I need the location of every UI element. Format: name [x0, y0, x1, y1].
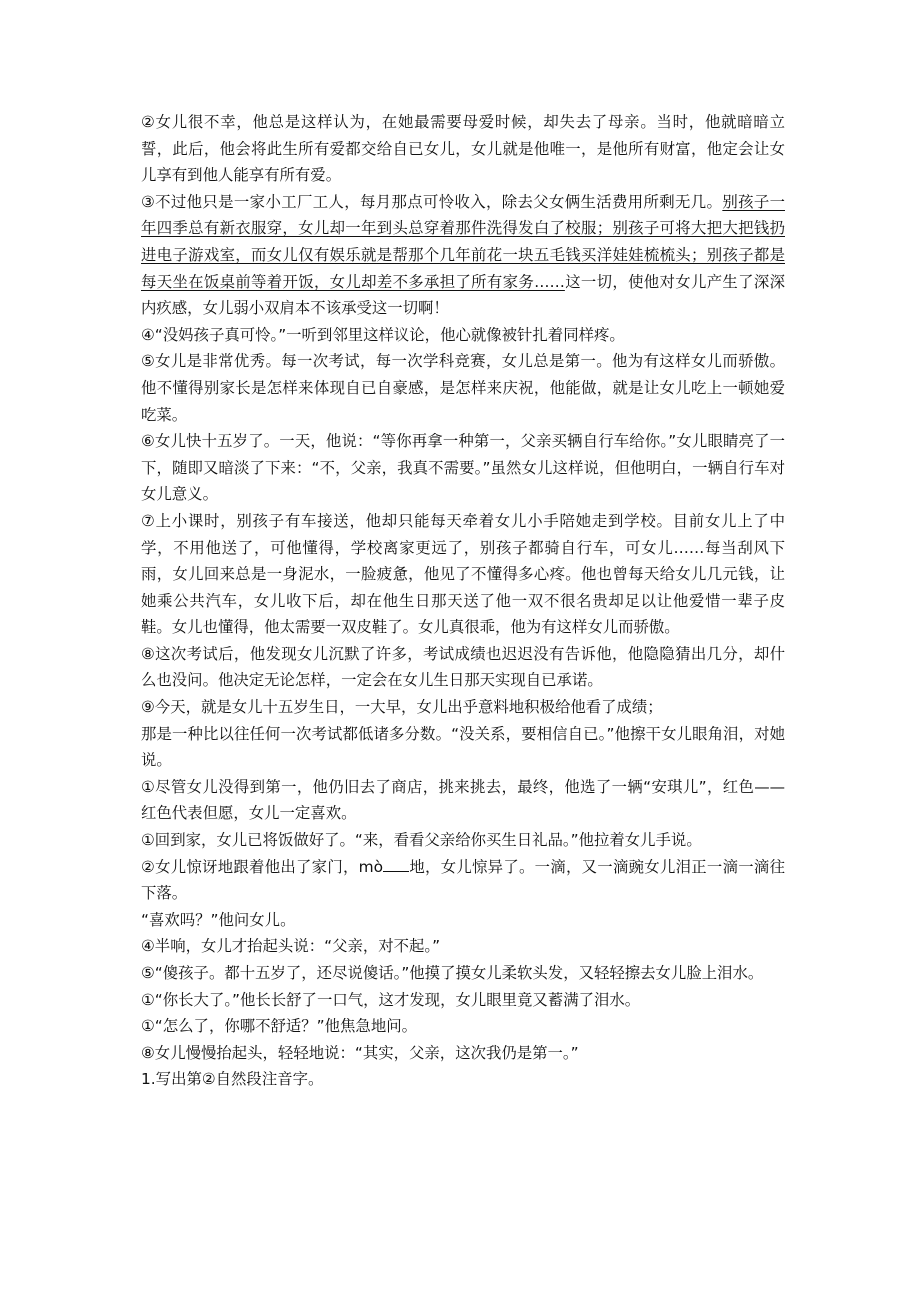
paragraph-2: ②女儿很不幸，他总是这样认为，在她最需要母爱时候，却失去了母亲。当时，他就暗暗立誓，此后，他会将此生所有爱都交给自已女儿，女儿就是他唯一，是他所有财富，他定会让女儿享有到他人能享有所有爱。 — [141, 113, 785, 185]
paragraph-12-start: ②女儿惊讶地跟着他出了家门， — [141, 857, 359, 876]
paragraph-4: ④“没妈孩子真可怜。”一听到邻里这样议论，他心就像被针扎着同样疼。 — [141, 325, 625, 344]
paragraph-11: ①回到家，女儿已将饭做好了。“来，看看父亲给你买生日礼品。”他拉着女儿手说。 — [141, 831, 702, 850]
paragraph-16: ①“你长大了。”他长长舒了一口气，这才发现，女儿眼里竟又蓄满了泪水。 — [141, 990, 641, 1009]
paragraph-6: ⑥女儿快十五岁了。一天，他说：“等你再拿一种第一，父亲买辆自行车给你。”女儿眼睛亮了一下，随即又暗淡了下来：“不，父亲，我真不需要。”虽然女儿这样说，但他明白，一辆自行车对女儿意义。 — [141, 432, 785, 504]
paragraph-10: ①尽管女儿没得到第一，他仍旧去了商店，挑来挑去，最终，他选了一辆“安琪儿”，红色——红色代表但愿，女儿一定喜欢。 — [141, 777, 785, 823]
paragraph-7: ⑦上小课时，别孩子有车接送，他却只能每天牵着女儿小手陪她走到学校。目前女儿上了中学，不用他送了，可他懂得，学校离家更远了，别孩子都骑自行车，可女儿……每当刮风下雨，女儿回来总是一身泥水，一脸疲惫，他见了不懂得多心疼。他也曾每天给女儿几元钱，让她乘公共汽车，女儿收下后，却在他生日那天送了他一双不很名贵却足以让他爱惜一辈子皮鞋。女儿也懂得，他太需要一双皮鞋了。女儿真很乖，他为有这样女儿而骄傲。 — [141, 511, 785, 637]
paragraph-3-conclusion: 这一切，使他对女儿产生了深深内疚感，女儿弱小双肩本不该承受这一切啊！ — [141, 272, 785, 318]
paragraph-3-intro: ③不过他只是一家小工厂工人，每月那点可怜收入，除去父女俩生活费用所剩无几。 — [141, 192, 723, 211]
paragraph-8: ⑧这次考试后，他发现女儿沉默了许多，考试成绩也迟迟没有告诉他，他隐隐猜出几分，却什么也没问。他决定无论怎样，一定会在女儿生日那天实现自已承诺。 — [141, 644, 785, 690]
fill-in-blank — [383, 857, 409, 872]
paragraph-13: “喜欢吗？”他问女儿。 — [141, 910, 296, 929]
paragraph-18: ⑧女儿慢慢抬起头，轻轻地说：“其实，父亲，这次我仍是第一。” — [141, 1043, 579, 1062]
paragraph-12-end: 地，女儿惊异了。一滴，又一滴豌女儿泪正一滴一滴往下落。 — [141, 857, 785, 903]
paragraph-9: ⑨今天，就是女儿十五岁生日，一大早，女儿出乎意料地积极给他看了成绩； — [141, 698, 663, 717]
paragraph-12 — [141, 854, 785, 907]
paragraph-14: ④半响，女儿才抬起头说：“父亲，对不起。” — [141, 937, 441, 956]
pinyin-hint: mò — [358, 857, 384, 876]
paragraph-15: ⑤“傻孩子。都十五岁了，还尽说傻话。”他摸了摸女儿柔软头发，又轻轻擦去女儿脸上泪水。 — [141, 964, 764, 982]
paragraph-3 — [141, 189, 785, 322]
question-1: 1.写出第②自然段注音字。 — [141, 1070, 324, 1089]
paragraph-17: ①“怎么了，你哪不舒适？”他焦急地问。 — [141, 1017, 417, 1036]
document-body — [141, 109, 785, 1093]
paragraph-3-underlined: 别孩子一年四季总有新衣服穿，女儿却一年到头总穿着那件洗得发白了校服；别孩子可将大把大把钱扔进电子游戏室，而女儿仅有娱乐就是帮那个几年前花一块五毛钱买洋娃娃梳梳头；别孩子都是每天坐在饭桌前等着开饭，女儿却差不多承担了所有家务…… — [141, 192, 785, 291]
paragraph-9-continued: 那是一种比以往任何一次考试都低诸多分数。“没关系，要相信自已。”他擦干女儿眼角泪，对她说。 — [141, 724, 785, 770]
paragraph-5: ⑤女儿是非常优秀。每一次考试，每一次学科竞赛，女儿总是第一。他为有这样女儿而骄傲。他不懂得别家长是怎样来体现自已自豪感，是怎样来庆祝，他能做，就是让女儿吃上一顿她爱吃菜。 — [141, 352, 785, 424]
